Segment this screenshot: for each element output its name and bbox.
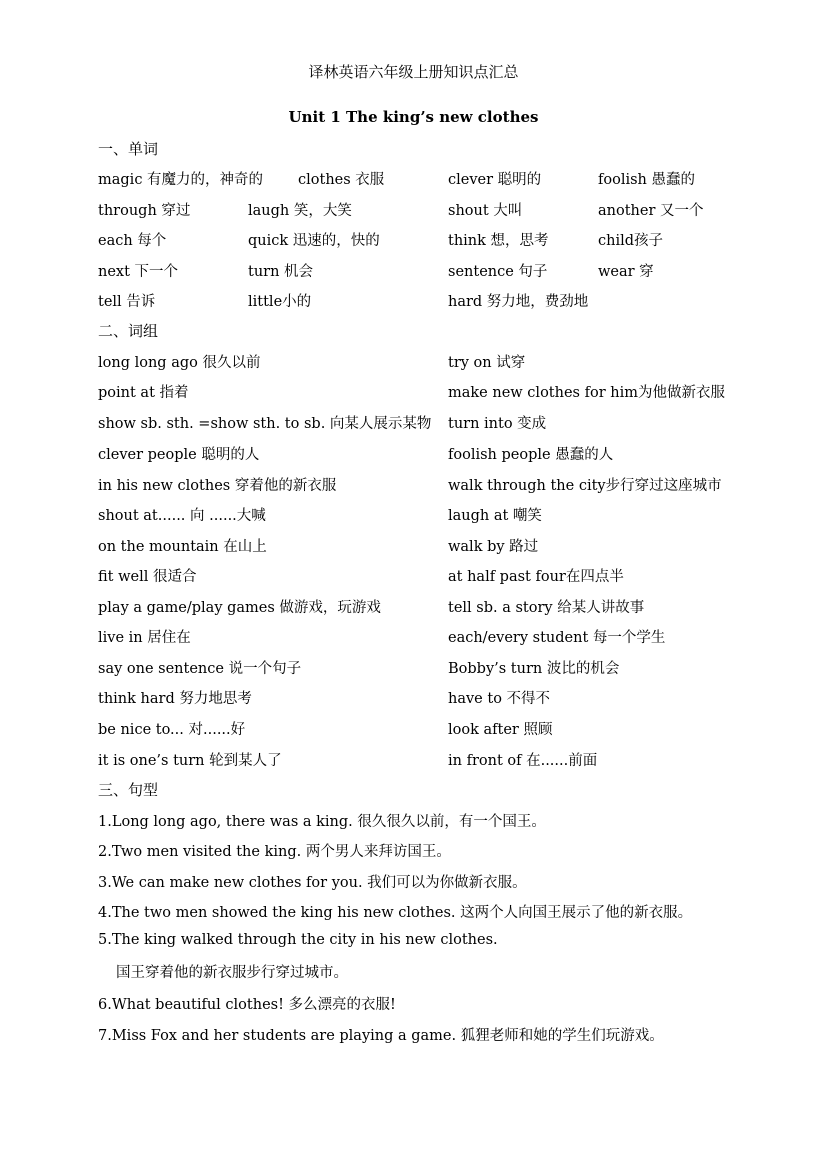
word-entry: shout 大叫 — [448, 203, 523, 219]
phrase-entry: play a game/play games 做游戏，玩游戏 — [98, 600, 381, 616]
word-entry: clothes 衣服 — [298, 172, 385, 188]
phrase-entry: on the mountain 在山上 — [98, 539, 267, 555]
unit-title: Unit 1 The king’s new clothes — [288, 108, 539, 126]
word-entry: foolish 愚蠢的 — [598, 172, 695, 188]
phrase-entry: make new clothes for him为他做新衣服 — [448, 385, 725, 401]
phrase-entry: at half past four在四点半 — [448, 569, 624, 585]
phrase-entry: think hard 努力地思考 — [98, 691, 252, 707]
word-entry: turn 机会 — [248, 264, 314, 280]
phrase-row — [0, 504, 827, 526]
phrase-row — [0, 687, 827, 709]
word-row — [0, 229, 827, 251]
word-row — [0, 260, 827, 282]
word-entry: child孩子 — [598, 233, 664, 249]
word-entry: wear 穿 — [598, 264, 654, 280]
word-entry: think 想，思考 — [448, 233, 549, 249]
word-entry: another 又一个 — [598, 203, 704, 219]
phrase-row — [0, 474, 827, 496]
phrase-entry: it is one’s turn 轮到某人了 — [98, 753, 282, 769]
word-entry: sentence 句子 — [448, 264, 548, 280]
word-entry: tell 告诉 — [98, 294, 156, 310]
phrase-entry: long long ago 很久以前 — [98, 355, 261, 371]
sentence-translation: 国王穿着他的新衣服步行穿过城市。 — [116, 965, 348, 981]
word-row — [0, 168, 827, 190]
phrase-entry: have to 不得不 — [448, 691, 551, 707]
phrase-entry: walk through the city步行穿过这座城市 — [448, 478, 722, 494]
word-row — [0, 199, 827, 221]
phrase-row — [0, 412, 827, 434]
word-entry: clever 聪明的 — [448, 172, 542, 188]
phrase-entry: be nice to... 对......好 — [98, 722, 246, 738]
word-entry: each 每个 — [98, 233, 167, 249]
phrase-entry: tell sb. a story 给某人讲故事 — [448, 600, 645, 616]
phrase-entry: each/every student 每一个学生 — [448, 630, 666, 646]
sentence-item: 7.Miss Fox and her students are playing a game. 狐狸老师和她的学生们玩游戏。 — [98, 1028, 664, 1044]
phrase-row — [0, 718, 827, 740]
document-title: 译林英语六年级上册知识点汇总 — [308, 63, 519, 81]
phrase-entry: walk by 路过 — [448, 539, 539, 555]
phrase-entry: foolish people 愚蠢的人 — [448, 447, 614, 463]
phrase-row — [0, 749, 827, 771]
phrase-row — [0, 351, 827, 373]
phrase-entry: point at 指着 — [98, 385, 189, 401]
word-entry: laugh 笑，大笑 — [248, 203, 352, 219]
phrase-row — [0, 626, 827, 648]
word-entry: magic 有魔力的，神奇的 — [98, 172, 264, 188]
sentence-item: 5.The king walked through the city in his new clothes. — [98, 932, 498, 948]
word-entry: next 下一个 — [98, 264, 179, 280]
sentence-item: 2.Two men visited the king. 两个男人来拜访国王。 — [98, 844, 451, 860]
sentence-item: 6.What beautiful clothes! 多么漂亮的衣服! — [98, 997, 396, 1013]
word-entry: quick 迅速的，快的 — [248, 233, 380, 249]
phrase-row — [0, 443, 827, 465]
section-heading-sentences: 三、句型 — [98, 781, 159, 799]
sentence-item: 4.The two men showed the king his new clothes. 这两个人向国王展示了他的新衣服。 — [98, 905, 693, 921]
sentence-item: 1.Long long ago, there was a king. 很久很久以前，有一个国王。 — [98, 814, 546, 830]
word-entry: little小的 — [248, 294, 312, 310]
phrase-entry: shout at...... 向 ......大喊 — [98, 508, 266, 524]
phrase-entry: in his new clothes 穿着他的新衣服 — [98, 478, 337, 494]
phrase-entry: laugh at 嘲笑 — [448, 508, 542, 524]
phrase-entry: show sb. sth. =show sth. to sb. 向某人展示某物 — [98, 416, 432, 432]
phrase-entry: live in 居住在 — [98, 630, 191, 646]
phrase-entry: fit well 很适合 — [98, 569, 197, 585]
sentence-item: 3.We can make new clothes for you. 我们可以为你做新衣服。 — [98, 875, 527, 891]
phrase-entry: in front of 在......前面 — [448, 753, 598, 769]
phrase-row — [0, 657, 827, 679]
phrase-entry: say one sentence 说一个句子 — [98, 661, 302, 677]
phrase-row — [0, 596, 827, 618]
phrase-entry: Bobby’s turn 波比的机会 — [448, 661, 620, 677]
section-heading-words: 一、单词 — [98, 140, 159, 158]
phrase-row — [0, 535, 827, 557]
phrase-entry: clever people 聪明的人 — [98, 447, 260, 463]
phrase-entry: turn into 变成 — [448, 416, 547, 432]
word-entry: through 穿过 — [98, 203, 191, 219]
word-row — [0, 290, 827, 312]
phrase-entry: try on 试穿 — [448, 355, 526, 371]
section-heading-phrases: 二、词组 — [98, 322, 159, 340]
phrase-entry: look after 照顾 — [448, 722, 553, 738]
phrase-row — [0, 565, 827, 587]
phrase-row — [0, 381, 827, 403]
word-entry: hard 努力地，费劲地 — [448, 294, 589, 310]
